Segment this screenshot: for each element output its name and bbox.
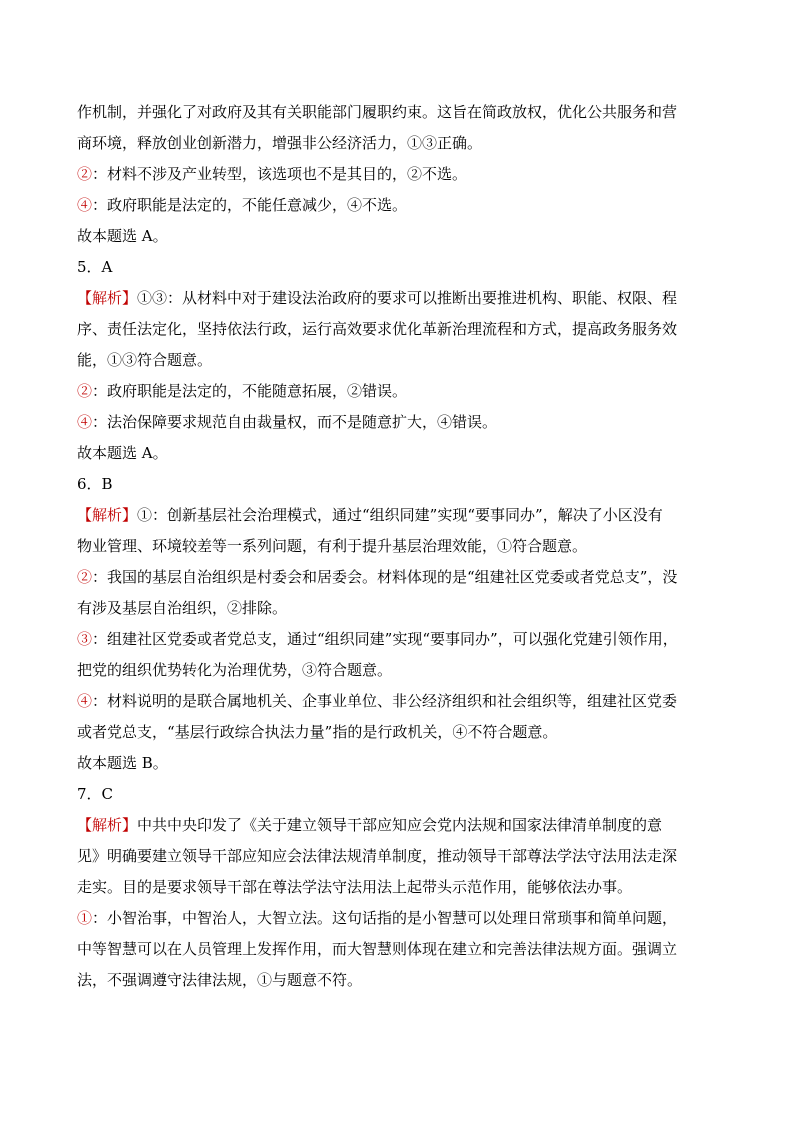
line-text: 有涉及基层自治组织，②排除。: [77, 599, 288, 617]
line-text: ：我国的基层自治组织是村委会和居委会。材料体现的是“组建社区党委或者党总支”，没: [92, 568, 678, 586]
line-text: ：材料不涉及产业转型，该选项也不是其目的，②不选。: [92, 165, 468, 183]
text-line: [77, 686, 719, 717]
analysis-marker: 【解析】: [77, 506, 138, 524]
line-text: 物业管理、环境较差等一系列问题，有利于提升基层治理效能，①符合题意。: [77, 537, 588, 555]
line-text: ：政府职能是法定的，不能任意减少，④不选。: [92, 196, 408, 214]
line-text: ：法治保障要求规范自由裁量权，而不是随意扩大，④错误。: [92, 413, 498, 431]
text-line: [77, 841, 719, 872]
text-line: [77, 159, 719, 190]
text-line: [77, 593, 719, 624]
answer-line: [77, 438, 719, 469]
line-marker: ②: [77, 382, 93, 400]
line-text: 序、责任法定化，坚持依法行政，运行高效要求优化革新治理流程和方式，提高政务服务效: [77, 320, 678, 338]
line-text: 故本题选 A。: [77, 444, 168, 462]
line-text: 作机制，并强化了对政府及其有关职能部门履职约束。这旨在简政放权，优化公共服务和营: [77, 103, 678, 121]
text-line: [77, 376, 719, 407]
text-line: [77, 624, 719, 655]
line-text: ①③：从材料中对于建设法治政府的要求可以推断出要推进机构、职能、权限、程: [137, 289, 678, 307]
answer-line: [77, 748, 719, 779]
line-text: ①：创新基层社会治理模式，通过“组织同建”实现“要事同办”，解决了小区没有: [137, 506, 663, 524]
text-line: [77, 283, 719, 314]
line-text: 把党的组织优势转化为治理优势，③符合题意。: [77, 661, 393, 679]
line-marker: ④: [77, 413, 93, 431]
line-text: ：小智治事，中智治人，大智立法。这句话指的是小智慧可以处理日常琐事和简单问题，: [92, 909, 678, 927]
answer-line: [77, 221, 719, 252]
text-line: [77, 903, 719, 934]
text-line: [77, 314, 719, 345]
line-text: 或者党总支，“基层行政综合执法力量”指的是行政机关，④不符合题意。: [77, 723, 558, 741]
text-line: [77, 562, 719, 593]
text-line: [77, 190, 719, 221]
line-text: 走实。目的是要求领导干部在尊法学法守法用法上起带头示范作用，能够依法办事。: [77, 878, 633, 896]
text-line: [77, 345, 719, 376]
line-marker: ②: [77, 165, 93, 183]
line-text: 商环境，释放创业创新潜力，增强非公经济活力，①③正确。: [77, 134, 483, 152]
line-text: 见》明确要建立领导干部应知应会法律法规清单制度，推动领导干部尊法学法守法用法走深: [77, 847, 678, 865]
line-text: 7．C: [77, 785, 114, 803]
text-line: [77, 810, 719, 841]
line-text: 中等智慧可以在人员管理上发挥作用，而大智慧则体现在建立和完善法律法规方面。强调立: [77, 940, 678, 958]
line-text: 故本题选 A。: [77, 227, 168, 245]
line-marker: ②: [77, 568, 93, 586]
text-line: [77, 934, 719, 965]
line-text: 故本题选 B。: [77, 754, 168, 772]
analysis-marker: 【解析】: [77, 289, 138, 307]
line-text: 能，①③符合题意。: [77, 351, 213, 369]
line-text: 6．B: [77, 475, 113, 493]
line-text: 5．A: [77, 258, 113, 276]
analysis-marker: 【解析】: [77, 816, 138, 834]
line-marker: ①: [77, 909, 93, 927]
line-marker: ③: [77, 630, 93, 648]
line-text: ：材料说明的是联合属地机关、企事业单位、非公经济组织和社会组织等，组建社区党委: [92, 692, 678, 710]
text-line: [77, 655, 719, 686]
text-line: [77, 531, 719, 562]
line-text: 法，不强调遵守法律法规，①与题意不符。: [77, 971, 363, 989]
line-text: ：政府职能是法定的，不能随意拓展，②错误。: [92, 382, 408, 400]
text-line: [77, 97, 719, 128]
text-line: [77, 500, 719, 531]
document-body: [77, 97, 719, 996]
question-number: [77, 779, 719, 810]
line-text: 中共中央印发了《关于建立领导干部应知应会党内法规和国家法律清单制度的意: [137, 816, 663, 834]
text-line: [77, 872, 719, 903]
text-line: [77, 717, 719, 748]
line-marker: ④: [77, 196, 93, 214]
text-line: [77, 128, 719, 159]
text-line: [77, 407, 719, 438]
text-line: [77, 965, 719, 996]
question-number: [77, 469, 719, 500]
line-text: ：组建社区党委或者党总支，通过“组织同建”实现“要事同办”，可以强化党建引领作用，: [92, 630, 678, 648]
question-number: [77, 252, 719, 283]
line-marker: ④: [77, 692, 93, 710]
